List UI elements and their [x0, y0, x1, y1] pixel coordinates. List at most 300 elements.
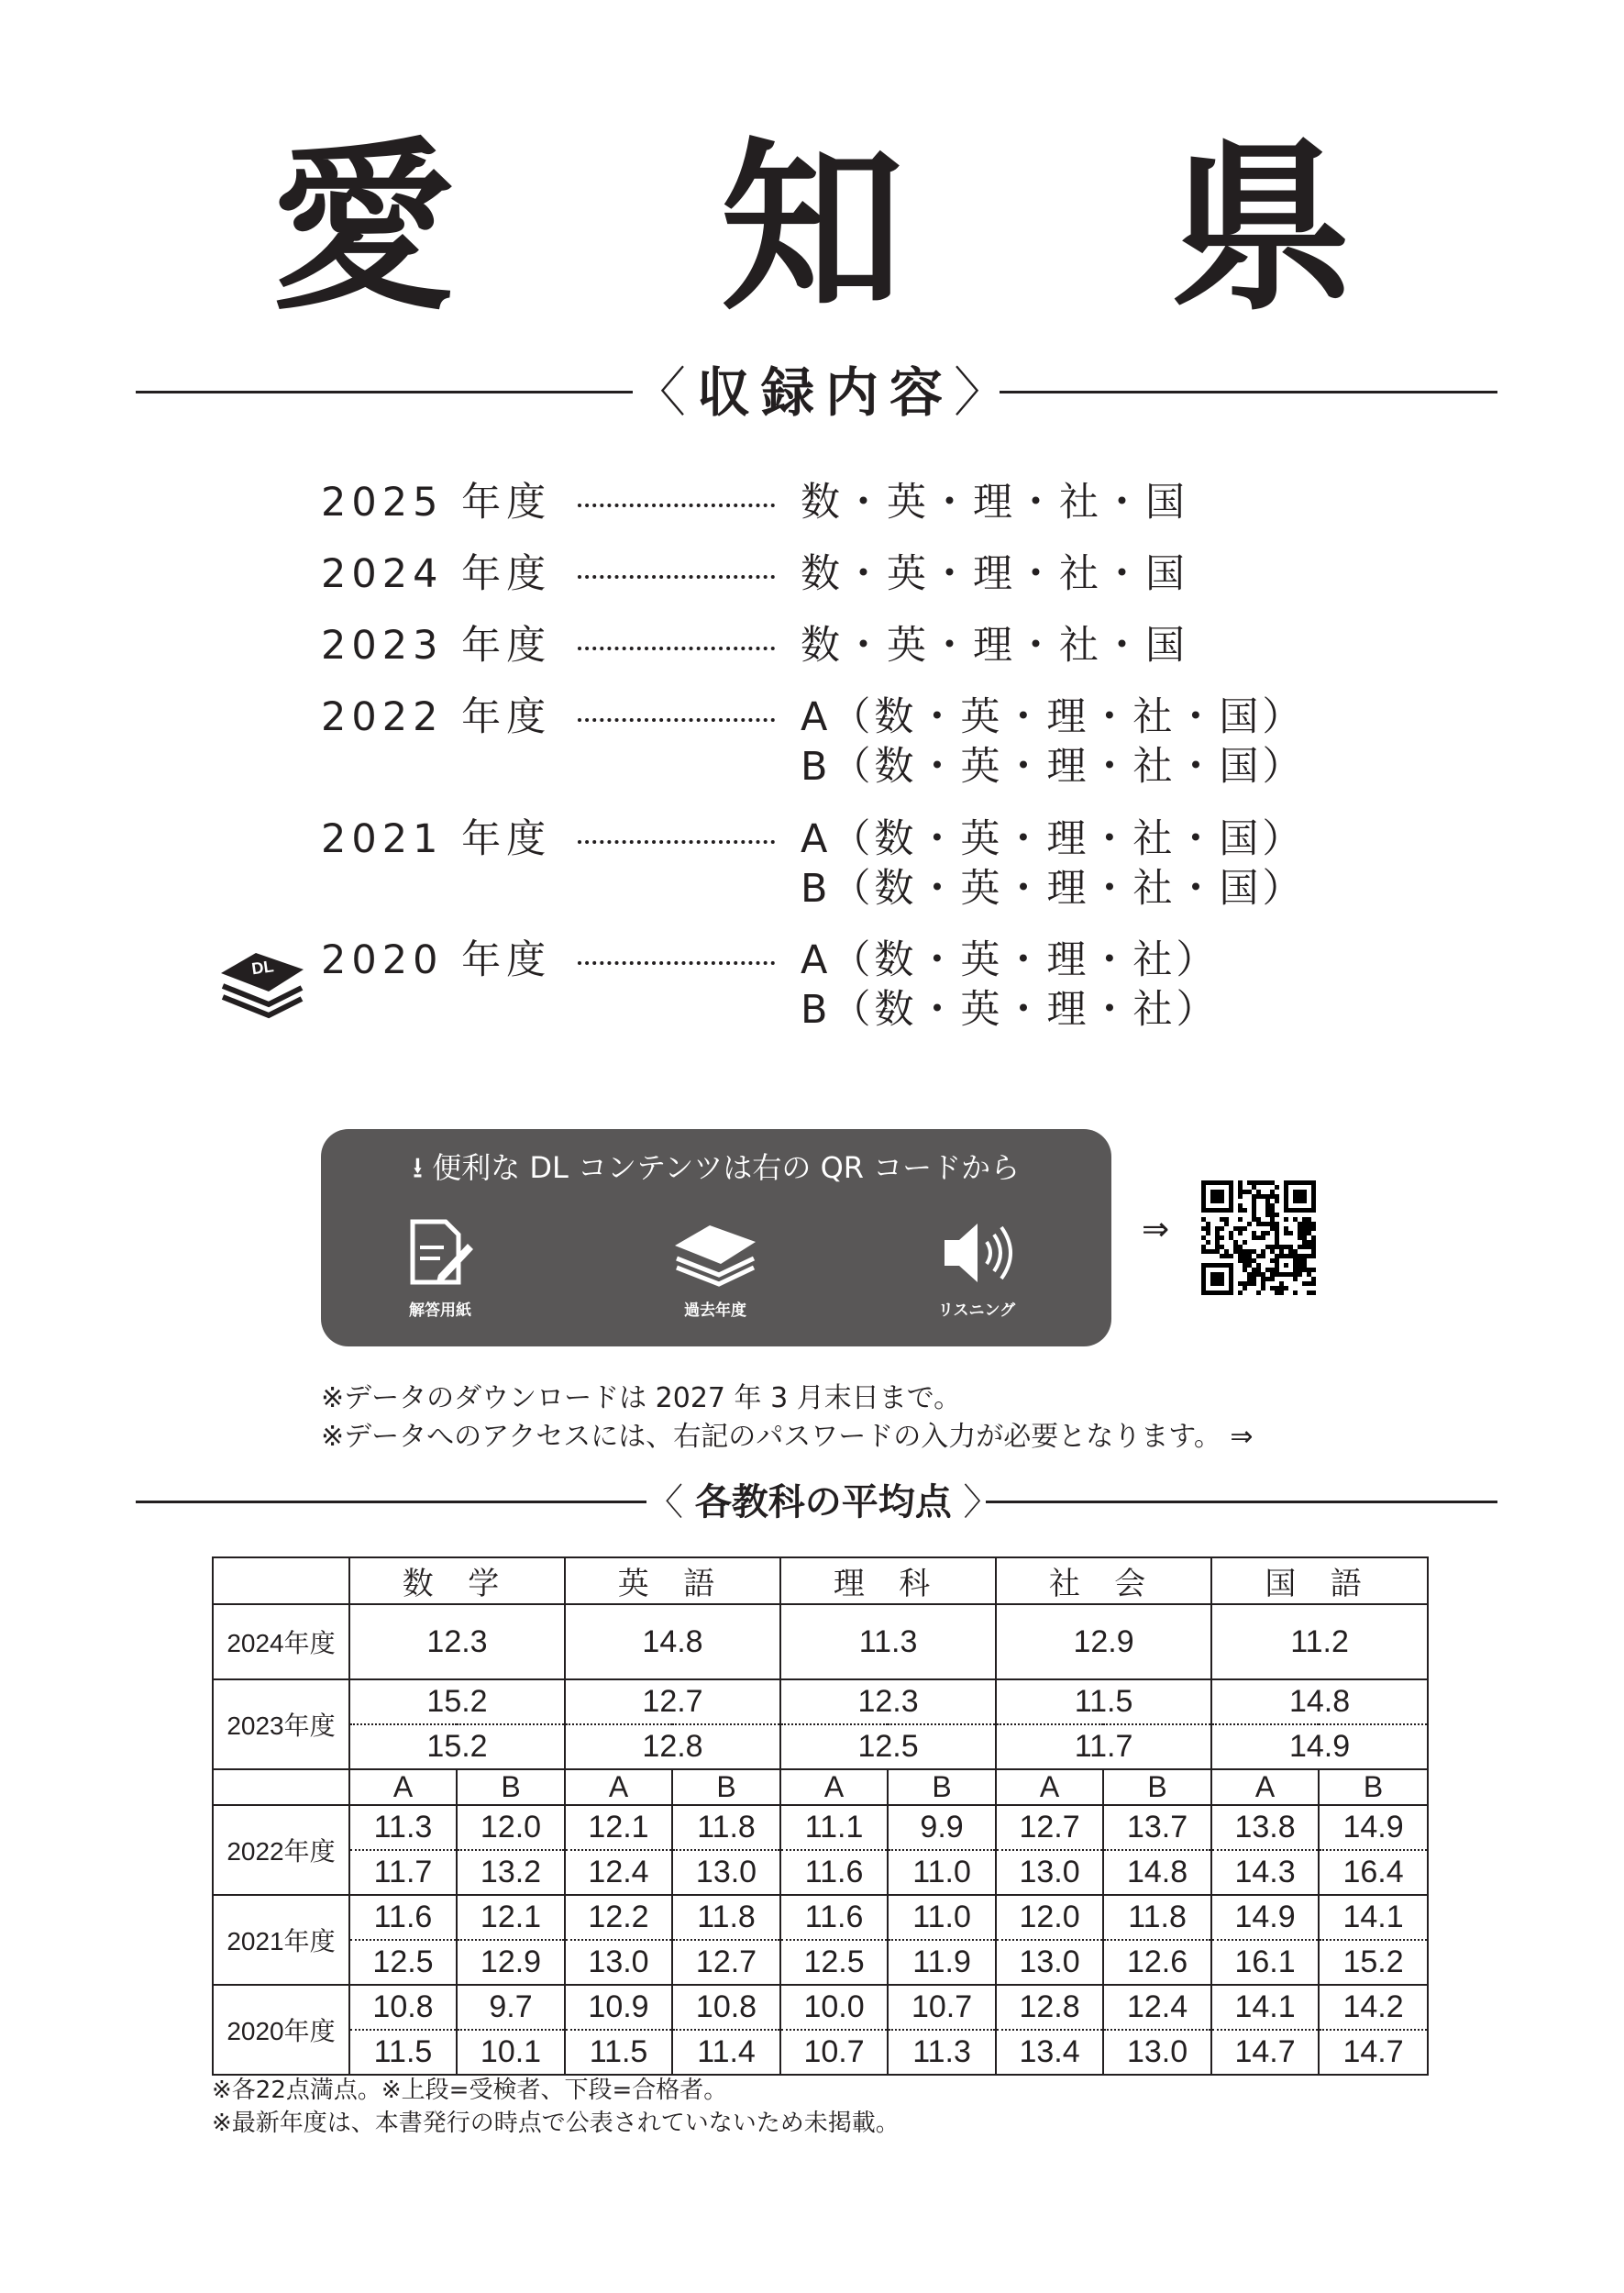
dl-panel-title: ⭳ 便利な DL コンテンツは右の QR コードから [412, 1150, 1021, 1185]
table-cell: 12.6 [1103, 1940, 1211, 1985]
table-cell: 16.4 [1319, 1850, 1428, 1895]
qr-module [1252, 1213, 1256, 1217]
qr-module [1243, 1190, 1247, 1194]
qr-module [1265, 1208, 1270, 1213]
qr-module [1238, 1258, 1243, 1263]
qr-module [1243, 1226, 1247, 1231]
qr-module [1284, 1226, 1288, 1231]
qr-module [1311, 1254, 1316, 1258]
table-cell: 14.9 [1319, 1805, 1428, 1850]
table-cell: 11.5 [349, 2030, 457, 2075]
qr-module [1252, 1208, 1256, 1213]
table-cell: 13.2 [457, 1850, 565, 1895]
table-cell: 9.9 [888, 1805, 996, 1850]
qr-module [1270, 1277, 1275, 1281]
qr-module [1252, 1281, 1256, 1286]
qr-module [1302, 1258, 1307, 1263]
table-cell: 9.7 [457, 1985, 565, 2030]
table-cell: 14.8 [1103, 1850, 1211, 1895]
qr-module [1252, 1217, 1256, 1222]
table-cell: 10.7 [780, 2030, 888, 2075]
table-cell: 10.8 [672, 1985, 780, 2030]
table-cell: 11.7 [996, 1724, 1211, 1769]
qr-module [1265, 1203, 1270, 1208]
table-cell: 12.9 [457, 1940, 565, 1985]
qr-module [1215, 1226, 1220, 1231]
qr-module [1284, 1231, 1288, 1235]
qr-module [1252, 1194, 1256, 1199]
contents-subjects-b: B（数・英・理・社・国） [801, 744, 1306, 790]
qr-module [1270, 1268, 1275, 1272]
averages-heading: 〈 各教科の平均点 〉 [646, 1479, 986, 1526]
qr-module [1307, 1240, 1311, 1245]
row-label: 2020年度 [213, 1985, 349, 2075]
qr-module [1288, 1249, 1293, 1254]
header-corner [213, 1557, 349, 1604]
qr-module [1252, 1199, 1256, 1203]
table-cell: 11.3 [780, 1604, 996, 1679]
qr-module [1201, 1217, 1206, 1222]
qr-module [1270, 1272, 1275, 1277]
qr-module [1252, 1185, 1256, 1190]
qr-module [1275, 1185, 1279, 1190]
qr-module [1261, 1281, 1265, 1286]
qr-module [1270, 1226, 1275, 1231]
table-cell: 12.3 [780, 1679, 996, 1724]
qr-module [1261, 1231, 1265, 1235]
ab-years-body [213, 1805, 1428, 2075]
qr-module [1293, 1190, 1307, 1203]
qr-module [1243, 1286, 1247, 1291]
dot-leader [578, 575, 775, 579]
qr-module [1275, 1286, 1279, 1291]
header-social: 社 会 [996, 1557, 1211, 1604]
speaker-icon [935, 1216, 1018, 1290]
table-cell: 10.8 [349, 1985, 457, 2030]
table-cell: 14.9 [1211, 1724, 1428, 1769]
table-cell: 11.0 [888, 1895, 996, 1940]
table-cell: 13.0 [996, 1850, 1103, 1895]
dl-item-listening: リスニング [885, 1216, 1068, 1320]
ab-label: A [1211, 1769, 1319, 1805]
table-ab-row [213, 1769, 1428, 1805]
table-cell: 13.0 [996, 1940, 1103, 1985]
qr-module [1279, 1291, 1284, 1295]
qr-module [1307, 1272, 1311, 1277]
qr-module [1302, 1268, 1307, 1272]
table-cell: 10.0 [780, 1985, 888, 2030]
qr-module [1229, 1235, 1233, 1240]
qr-module [1302, 1281, 1307, 1286]
qr-module [1220, 1217, 1224, 1222]
header-japanese: 国 語 [1211, 1557, 1428, 1604]
qr-module [1243, 1254, 1247, 1258]
ab-label: A [349, 1769, 457, 1805]
qr-module [1307, 1226, 1311, 1231]
qr-module [1270, 1213, 1275, 1217]
qr-module [1293, 1291, 1298, 1295]
contents-year: 2021 年度 [321, 816, 552, 862]
dl-books-icon [215, 940, 307, 1023]
table-cell: 10.1 [457, 2030, 565, 2075]
qr-module [1224, 1222, 1229, 1226]
table-row-2024 [213, 1604, 1428, 1679]
header-math: 数 学 [349, 1557, 565, 1604]
contents-year: 2025 年度 [321, 480, 552, 526]
qr-module [1238, 1231, 1243, 1235]
table-cell: 12.4 [1103, 1985, 1211, 2030]
qr-module [1265, 1277, 1270, 1281]
table-cell: 11.9 [888, 1940, 996, 1985]
ab-label: B [1103, 1769, 1211, 1805]
table-cell: 12.5 [349, 1940, 457, 1985]
password-note: ※データへのアクセスには、右記のパスワードの入力が必要となります。 ⇒ [321, 1421, 1254, 1453]
contents-year: 2022 年度 [321, 694, 552, 740]
qr-module [1243, 1249, 1247, 1254]
qr-module [1307, 1291, 1311, 1295]
qr-module [1238, 1226, 1243, 1231]
qr-module [1238, 1194, 1243, 1199]
averages-table [212, 1556, 1429, 2076]
dot-leader [578, 961, 775, 965]
table-cell: 11.8 [672, 1895, 780, 1940]
qr-module [1307, 1217, 1311, 1222]
qr-module [1265, 1199, 1270, 1203]
table-cell: 13.4 [996, 2030, 1103, 2075]
qr-module [1261, 1194, 1265, 1199]
qr-module [1206, 1249, 1210, 1254]
contents-subjects-b: B（数・英・理・社・国） [801, 866, 1306, 912]
qr-module [1298, 1245, 1302, 1249]
table-cell: 12.5 [780, 1724, 996, 1769]
qr-module [1298, 1231, 1302, 1235]
contents-heading: 〈収録内容〉 [633, 361, 1019, 424]
table-cell: 14.1 [1319, 1895, 1428, 1940]
qr-module [1238, 1203, 1243, 1208]
qr-module [1256, 1235, 1261, 1240]
contents-year: 2023 年度 [321, 623, 552, 669]
qr-module [1284, 1217, 1288, 1222]
dot-leader [578, 840, 775, 844]
qr-module [1238, 1281, 1243, 1286]
qr-module [1270, 1190, 1275, 1194]
table-cell: 10.9 [565, 1985, 672, 2030]
qr-module [1247, 1281, 1252, 1286]
qr-module [1311, 1281, 1316, 1286]
table-cell: 11.0 [888, 1850, 996, 1895]
qr-module [1307, 1245, 1311, 1249]
table-cell: 12.3 [349, 1604, 565, 1679]
table-cell: 12.5 [780, 1940, 888, 1985]
contents-subjects: 数・英・理・社・国 [801, 551, 1188, 597]
dl-item-answer-sheet: 解答用紙 [348, 1216, 532, 1320]
qr-module [1233, 1226, 1238, 1231]
qr-module [1224, 1249, 1229, 1254]
qr-module [1284, 1245, 1288, 1249]
qr-module [1220, 1245, 1224, 1249]
qr-module [1252, 1180, 1256, 1185]
qr-module [1210, 1272, 1224, 1286]
table-cell: 13.0 [1103, 2030, 1211, 2075]
qr-module [1247, 1272, 1252, 1277]
qr-module [1206, 1222, 1210, 1226]
qr-module [1265, 1268, 1270, 1272]
table-cell: 13.8 [1211, 1805, 1319, 1850]
table-cell: 11.6 [349, 1895, 457, 1940]
qr-module [1302, 1235, 1307, 1240]
table-row-2023-top [213, 1679, 1428, 1724]
table-cell: 11.2 [1211, 1604, 1428, 1679]
table-cell: 11.4 [672, 2030, 780, 2075]
qr-module [1256, 1268, 1261, 1272]
contents-subjects-b: B（数・英・理・社） [801, 987, 1220, 1033]
qr-module [1215, 1235, 1220, 1240]
qr-module [1298, 1254, 1302, 1258]
qr-module [1243, 1240, 1247, 1245]
qr-module [1243, 1268, 1247, 1272]
qr-module [1252, 1277, 1256, 1281]
table-header-row [213, 1557, 1428, 1604]
row-label: 2022年度 [213, 1805, 349, 1895]
table-cell: 12.7 [672, 1940, 780, 1985]
qr-module [1233, 1240, 1238, 1245]
qr-module [1238, 1190, 1243, 1194]
qr-module [1265, 1180, 1270, 1185]
qr-module [1302, 1222, 1307, 1226]
contents-year: 2024 年度 [321, 551, 552, 597]
qr-module [1261, 1222, 1265, 1226]
qr-module [1215, 1249, 1220, 1254]
table-cell: 11.3 [349, 1805, 457, 1850]
qr-module [1238, 1185, 1243, 1190]
qr-module [1238, 1249, 1243, 1254]
table-cell: 12.8 [996, 1985, 1103, 2030]
qr-module [1220, 1226, 1224, 1231]
row-label: 2024年度 [213, 1604, 349, 1679]
ab-label: A [780, 1769, 888, 1805]
download-note: ※データのダウンロードは 2027 年 3 月末日まで。 [321, 1382, 962, 1414]
qr-module [1288, 1231, 1293, 1235]
qr-module [1261, 1286, 1265, 1291]
qr-module [1252, 1268, 1256, 1272]
qr-module [1302, 1254, 1307, 1258]
qr-module [1279, 1286, 1284, 1291]
qr-module [1275, 1222, 1279, 1226]
qr-module [1252, 1272, 1256, 1277]
table-cell: 14.8 [1211, 1679, 1428, 1724]
qr-module [1298, 1272, 1302, 1277]
qr-module [1275, 1194, 1279, 1199]
qr-module [1302, 1240, 1307, 1245]
table-row-2021-top [213, 1895, 1428, 1940]
table-row-2022-top [213, 1805, 1428, 1850]
table-cell: 14.1 [1211, 1985, 1319, 2030]
qr-module [1247, 1263, 1252, 1268]
ab-corner [213, 1769, 349, 1805]
qr-module [1311, 1249, 1316, 1254]
table-cell: 12.7 [565, 1679, 780, 1724]
ab-label: A [565, 1769, 672, 1805]
qr-module [1238, 1254, 1243, 1258]
table-cell: 14.2 [1319, 1985, 1428, 2030]
qr-module [1261, 1254, 1265, 1258]
qr-module [1224, 1217, 1229, 1222]
header-english: 英 語 [565, 1557, 780, 1604]
table-row-2020-bottom [213, 2030, 1428, 2075]
page-title: 愛 知 県 [271, 122, 1454, 336]
qr-module [1238, 1208, 1243, 1213]
qr-module [1298, 1235, 1302, 1240]
svg-text:DL: DL [250, 957, 275, 979]
table-cell: 12.9 [996, 1604, 1211, 1679]
qr-module [1270, 1208, 1275, 1213]
qr-module [1311, 1235, 1316, 1240]
qr-module [1252, 1258, 1256, 1263]
table-cell: 14.9 [1211, 1895, 1319, 1940]
qr-module [1247, 1258, 1252, 1263]
table-cell: 12.8 [565, 1724, 780, 1769]
ab-label: B [672, 1769, 780, 1805]
qr-module [1229, 1254, 1233, 1258]
qr-module [1261, 1272, 1265, 1277]
table-row-2021-bottom [213, 1940, 1428, 1985]
qr-module [1284, 1286, 1288, 1291]
qr-module [1311, 1226, 1316, 1231]
qr-module [1256, 1254, 1261, 1258]
table-cell: 13.0 [672, 1850, 780, 1895]
qr-module [1279, 1245, 1284, 1249]
table-cell: 11.8 [672, 1805, 780, 1850]
table-cell: 15.2 [349, 1724, 565, 1769]
qr-module [1302, 1245, 1307, 1249]
qr-module [1307, 1268, 1311, 1272]
qr-module [1265, 1231, 1270, 1235]
qr-module [1201, 1235, 1206, 1240]
row-label: 2023年度 [213, 1679, 349, 1769]
dot-leader [578, 504, 775, 507]
table-cell: 12.0 [457, 1805, 565, 1850]
table-cell: 14.3 [1211, 1850, 1319, 1895]
qr-module [1311, 1291, 1316, 1295]
table-cell: 14.7 [1319, 2030, 1428, 2075]
qr-module [1275, 1235, 1279, 1240]
qr-module [1302, 1226, 1307, 1231]
qr-module [1220, 1235, 1224, 1240]
qr-module [1201, 1226, 1206, 1231]
qr-module [1243, 1258, 1247, 1263]
qr-module [1256, 1272, 1261, 1277]
table-row-2022-bottom [213, 1850, 1428, 1895]
qr-module [1270, 1180, 1275, 1185]
qr-module [1270, 1258, 1275, 1263]
qr-module [1247, 1277, 1252, 1281]
qr-module [1206, 1240, 1210, 1245]
qr-module [1256, 1291, 1261, 1295]
qr-module [1311, 1268, 1316, 1272]
qr-module [1256, 1222, 1261, 1226]
table-cell: 12.7 [996, 1805, 1103, 1850]
qr-module [1256, 1217, 1261, 1222]
qr-module [1215, 1245, 1220, 1249]
qr-module [1210, 1190, 1224, 1203]
qr-module [1252, 1249, 1256, 1254]
qr-module [1206, 1231, 1210, 1235]
qr-module [1270, 1217, 1275, 1222]
qr-module [1307, 1281, 1311, 1286]
table-cell: 11.5 [565, 2030, 672, 2075]
qr-module [1288, 1245, 1293, 1249]
qr-module [1302, 1217, 1307, 1222]
qr-module [1275, 1231, 1279, 1235]
table-cell: 16.1 [1211, 1940, 1319, 1985]
table-row-2020-top [213, 1985, 1428, 2030]
qr-module [1298, 1226, 1302, 1231]
table-cell: 12.2 [565, 1895, 672, 1940]
qr-module [1256, 1180, 1261, 1185]
qr-module [1261, 1249, 1265, 1254]
qr-module [1261, 1180, 1265, 1185]
qr-module [1279, 1249, 1284, 1254]
qr-module [1302, 1231, 1307, 1235]
qr-module [1215, 1240, 1220, 1245]
qr-module [1293, 1249, 1298, 1254]
ab-label: B [457, 1769, 565, 1805]
table-cell: 13.7 [1103, 1805, 1211, 1850]
table-cell: 11.1 [780, 1805, 888, 1850]
qr-module [1256, 1194, 1261, 1199]
qr-module [1298, 1268, 1302, 1272]
table-cell: 11.6 [780, 1850, 888, 1895]
qr-module [1233, 1249, 1238, 1254]
qr-module [1243, 1208, 1247, 1213]
table-cell: 11.7 [349, 1850, 457, 1895]
qr-module [1298, 1258, 1302, 1263]
ab-label: A [996, 1769, 1103, 1805]
ab-label: B [888, 1769, 996, 1805]
qr-module [1243, 1281, 1247, 1286]
dl-content-panel [321, 1129, 1111, 1346]
table-cell: 12.1 [565, 1805, 672, 1850]
qr-module [1247, 1249, 1252, 1254]
ab-label: B [1319, 1769, 1428, 1805]
qr-module [1201, 1249, 1206, 1254]
qr-module [1238, 1291, 1243, 1295]
qr-module [1210, 1249, 1215, 1254]
download-icon: ⭳ [412, 1150, 424, 1185]
qr-module [1247, 1254, 1252, 1258]
table-cell: 12.1 [457, 1895, 565, 1940]
qr-module [1311, 1245, 1316, 1249]
qr-module [1275, 1240, 1279, 1245]
qr-module [1275, 1245, 1279, 1249]
qr-module [1302, 1263, 1307, 1268]
qr-module [1275, 1226, 1279, 1231]
table-cell: 14.7 [1211, 2030, 1319, 2075]
qr-code[interactable] [1201, 1180, 1316, 1295]
qr-module [1311, 1222, 1316, 1226]
qr-module [1220, 1254, 1224, 1258]
qr-module [1270, 1286, 1275, 1291]
dot-leader [578, 647, 775, 650]
contents-subjects: 数・英・理・社・国 [801, 480, 1188, 526]
qr-module [1233, 1245, 1238, 1249]
qr-module [1243, 1263, 1247, 1268]
table-cell: 11.8 [1103, 1895, 1211, 1940]
qr-module [1256, 1190, 1261, 1194]
qr-module [1229, 1231, 1233, 1235]
qr-module [1284, 1263, 1288, 1268]
qr-module [1275, 1199, 1279, 1203]
